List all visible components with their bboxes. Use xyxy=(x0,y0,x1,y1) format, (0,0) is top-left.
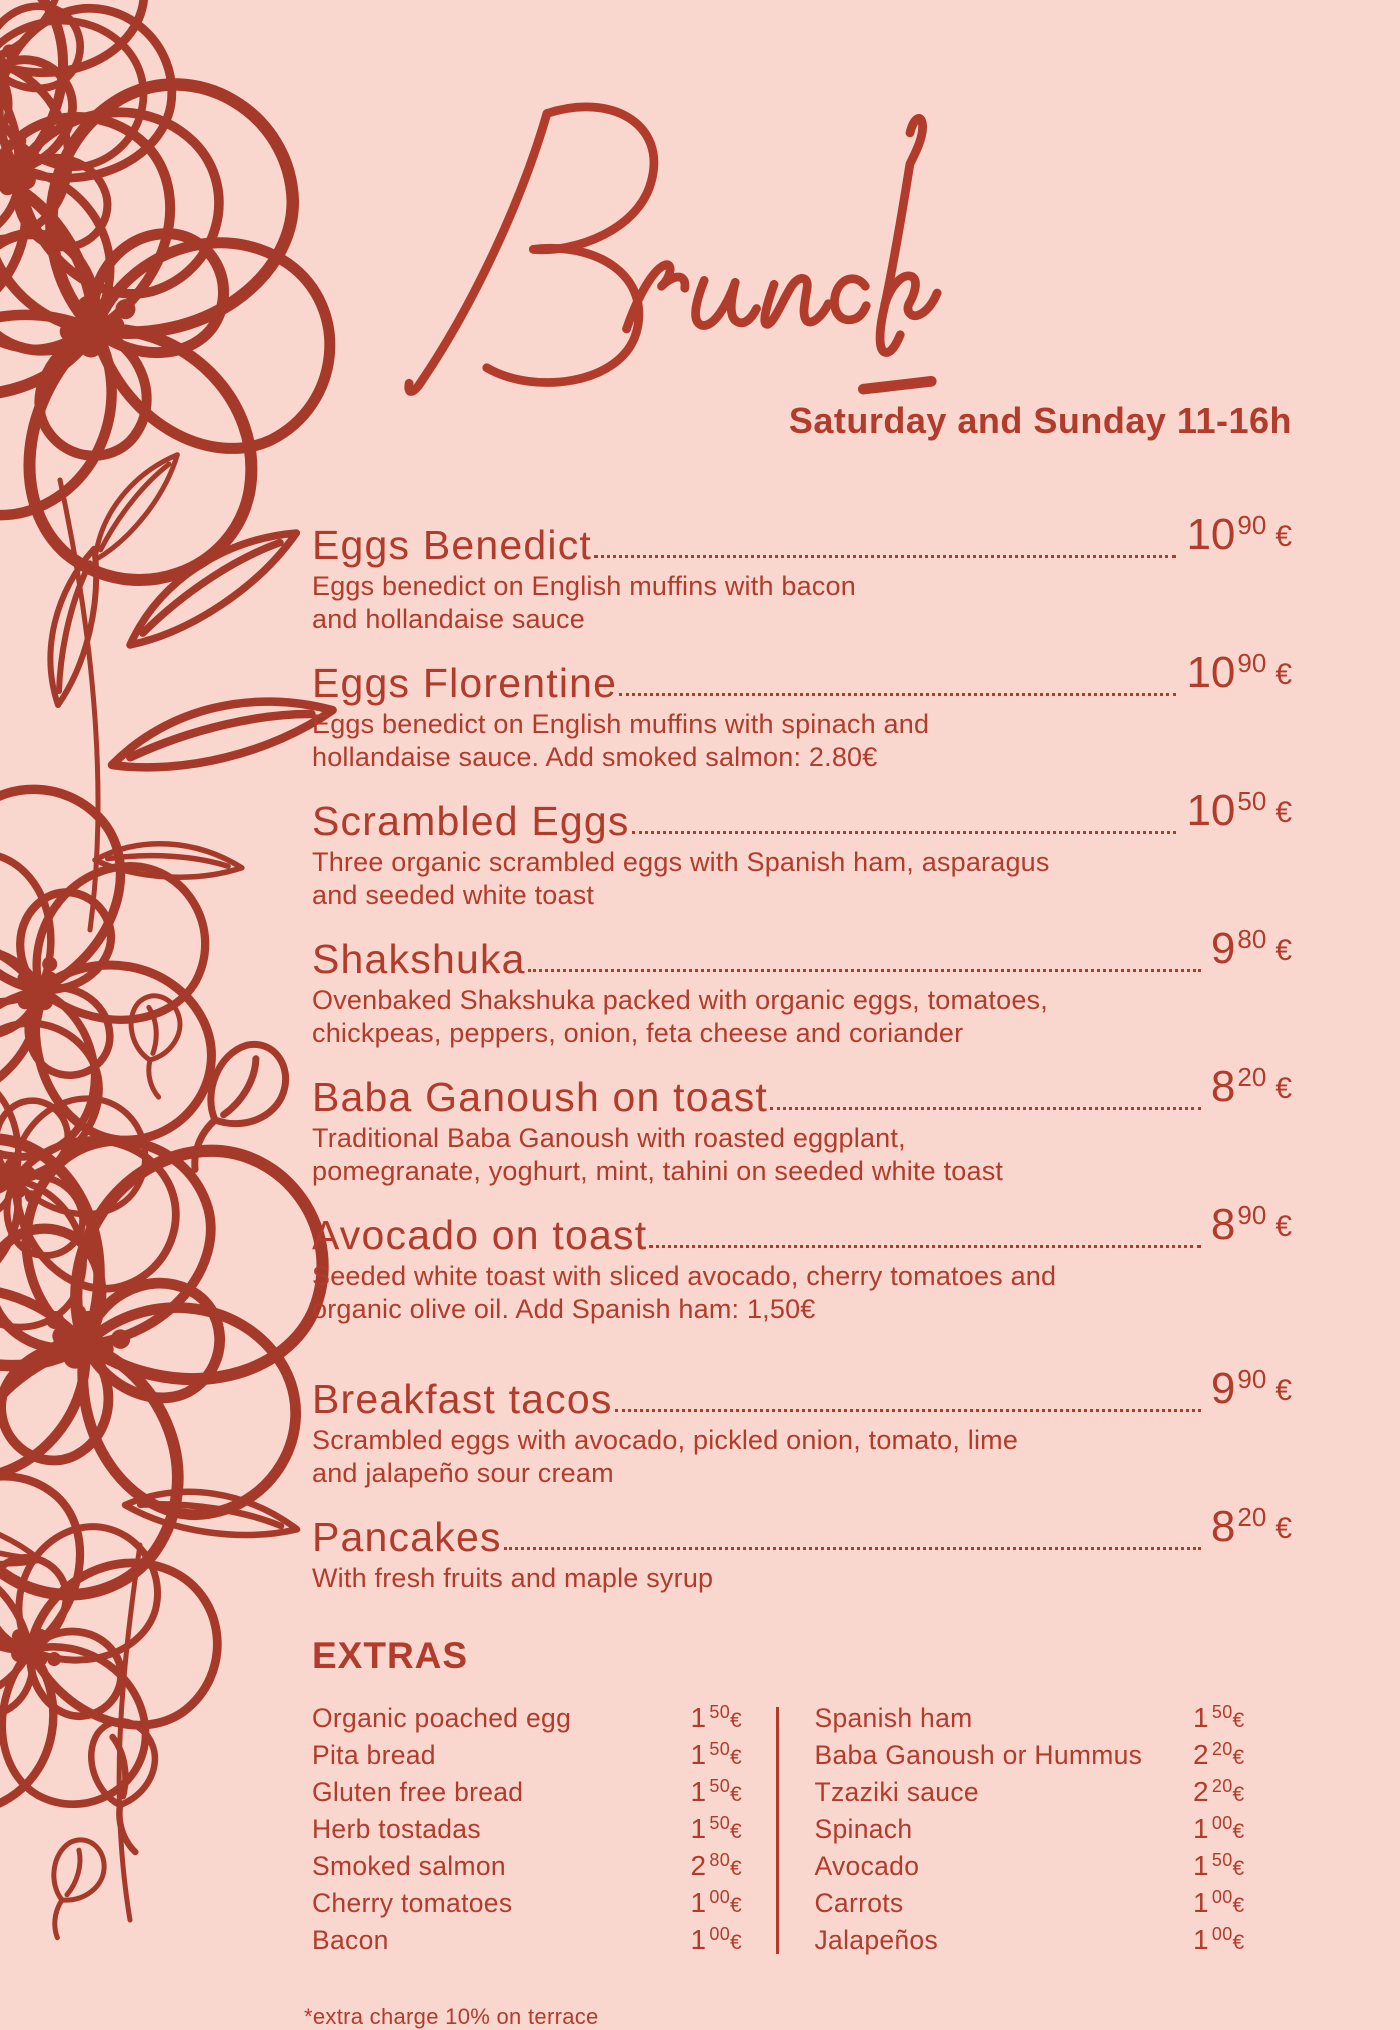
euro-sign: € xyxy=(1232,1931,1245,1954)
extras-item xyxy=(815,1849,1245,1886)
extras-section xyxy=(312,1635,1292,1960)
item-name: Eggs Florentine xyxy=(312,660,618,706)
menu-page xyxy=(304,0,1292,2030)
extras-right-column xyxy=(815,1701,1245,1960)
extras-item xyxy=(312,1812,742,1849)
euro-sign: € xyxy=(1232,1857,1245,1880)
floral-border-illustration xyxy=(0,0,340,1980)
euro-sign: € xyxy=(730,1783,742,1806)
euro-sign: € xyxy=(1275,1374,1292,1407)
extras-item-name: Pita bread xyxy=(312,1740,436,1770)
extras-item-price: 1 $^{00}$€ xyxy=(690,1924,742,1955)
extras-item-price: 1 $^{00}$€ xyxy=(1193,1924,1245,1955)
euro-sign: € xyxy=(1232,1820,1245,1843)
item-name: Scrambled Eggs xyxy=(312,798,630,844)
euro-sign: € xyxy=(730,1709,742,1732)
extras-item-price: 1 $^{50}$€ xyxy=(1193,1850,1245,1881)
extras-item-price: 1 $^{00}$€ xyxy=(1193,1813,1245,1844)
dotted-leader xyxy=(528,969,1201,972)
euro-sign: € xyxy=(1232,1746,1245,1769)
item-price: 980 € xyxy=(1210,924,1292,973)
extras-item-name: Spinach xyxy=(814,1814,913,1844)
extras-item-price: 1 $^{50}$€ xyxy=(1193,1702,1245,1733)
extras-item-name: Tzaziki sauce xyxy=(814,1777,979,1807)
extras-item xyxy=(815,1812,1245,1849)
extras-item-name: Baba Ganoush or Hummus xyxy=(814,1740,1143,1770)
extras-item-name: Herb tostadas xyxy=(312,1814,481,1844)
euro-sign: € xyxy=(1275,1512,1292,1545)
euro-sign: € xyxy=(730,1894,742,1917)
item-name: Shakshuka xyxy=(312,936,526,982)
extras-item xyxy=(815,1775,1245,1812)
menu-item xyxy=(312,788,1292,912)
dotted-leader xyxy=(632,831,1177,834)
extras-item-name: Cherry tomatoes xyxy=(312,1888,513,1918)
extras-item-price: 1 $^{00}$€ xyxy=(1193,1887,1245,1918)
extras-item-price: 1 $^{50}$€ xyxy=(690,1776,742,1807)
dotted-leader xyxy=(619,693,1176,696)
item-price: 1090 € xyxy=(1186,648,1292,697)
item-price: 1090 € xyxy=(1186,510,1292,559)
euro-sign: € xyxy=(1232,1894,1245,1917)
menu-list xyxy=(312,512,1292,1595)
item-description: Three organic scrambled eggs with Spanish ham, asparagus and seeded white toast xyxy=(312,847,1050,910)
extras-column-divider xyxy=(776,1707,779,1954)
item-price: 820 € xyxy=(1210,1062,1292,1111)
brunch-script-title xyxy=(342,96,946,426)
extras-item-price: 2 $^{80}$€ xyxy=(690,1850,742,1881)
euro-sign: € xyxy=(730,1820,742,1843)
euro-sign: € xyxy=(730,1931,742,1954)
item-price: 820 € xyxy=(1210,1502,1292,1551)
euro-sign: € xyxy=(730,1857,742,1880)
extras-item-name: Spanish ham xyxy=(814,1703,973,1733)
extras-item-price: 1 $^{00}$€ xyxy=(690,1887,742,1918)
extras-item-name: Organic poached egg xyxy=(312,1703,572,1733)
extras-left-column xyxy=(312,1701,742,1960)
item-name: Baba Ganoush on toast xyxy=(312,1074,769,1120)
extras-heading: EXTRAS xyxy=(312,1635,469,1676)
euro-sign: € xyxy=(1232,1709,1245,1732)
extras-item xyxy=(312,1701,742,1738)
extras-item xyxy=(312,1923,742,1960)
menu-item xyxy=(312,1202,1292,1326)
extras-item xyxy=(815,1701,1245,1738)
extras-item-price: 1 $^{50}$€ xyxy=(690,1702,742,1733)
extras-item xyxy=(815,1738,1245,1775)
item-description: Eggs benedict on English muffins with bacon and hollandaise sauce xyxy=(312,571,856,634)
menu-item xyxy=(312,1366,1292,1490)
euro-sign: € xyxy=(1275,1072,1292,1105)
euro-sign: € xyxy=(1275,796,1292,829)
opening-hours: Saturday and Sunday 11-16h xyxy=(788,400,1292,441)
euro-sign: € xyxy=(1275,520,1292,553)
euro-sign: € xyxy=(1275,1210,1292,1243)
extras-item-price: 1 $^{50}$€ xyxy=(690,1813,742,1844)
menu-item xyxy=(312,926,1292,1050)
dotted-leader xyxy=(504,1547,1201,1550)
item-description: Eggs benedict on English muffins with spinach and hollandaise sauce. Add smoked salmon: 2.80€ xyxy=(312,709,930,772)
item-price: 1050 € xyxy=(1186,786,1292,835)
extras-item-name: Avocado xyxy=(814,1851,920,1881)
extras-item xyxy=(815,1923,1245,1960)
extras-item xyxy=(312,1738,742,1775)
euro-sign: € xyxy=(1275,658,1292,691)
extras-item xyxy=(312,1775,742,1812)
euro-sign: € xyxy=(1275,934,1292,967)
menu-item xyxy=(312,650,1292,774)
item-name: Avocado on toast xyxy=(312,1212,648,1258)
extras-item-name: Jalapeños xyxy=(814,1925,939,1955)
extras-item xyxy=(815,1886,1245,1923)
extras-item xyxy=(312,1849,742,1886)
menu-item xyxy=(312,1064,1292,1188)
item-description: Seeded white toast with sliced avocado, cherry tomatoes and organic olive oil. Add Spanish ham: 1,50€ xyxy=(312,1261,1057,1324)
item-name: Eggs Benedict xyxy=(312,522,592,568)
extras-item-name: Carrots xyxy=(814,1888,904,1918)
dotted-leader xyxy=(770,1107,1201,1110)
menu-item xyxy=(312,512,1292,636)
item-description: With fresh fruits and maple syrup xyxy=(312,1563,714,1593)
item-price: 890 € xyxy=(1210,1200,1292,1249)
extras-item-name: Gluten free bread xyxy=(312,1777,524,1807)
extras-item-price: 2 $^{20}$€ xyxy=(1193,1776,1245,1807)
item-description: Ovenbaked Shakshuka packed with organic eggs, tomatoes, chickpeas, peppers, onion, feta cheese and coriander xyxy=(312,985,1048,1048)
terrace-surcharge-note: *extra charge 10% on terrace xyxy=(304,2004,599,2029)
menu-item xyxy=(312,1504,1292,1595)
extras-item-price: 1 $^{50}$€ xyxy=(690,1739,742,1770)
item-price: 990 € xyxy=(1210,1364,1292,1413)
dotted-leader xyxy=(649,1245,1201,1248)
dotted-leader xyxy=(594,555,1176,558)
item-name: Breakfast tacos xyxy=(312,1376,613,1422)
euro-sign: € xyxy=(1232,1783,1245,1806)
extras-item xyxy=(312,1886,742,1923)
euro-sign: € xyxy=(730,1746,742,1769)
extras-item-price: 2 $^{20}$€ xyxy=(1193,1739,1245,1770)
extras-item-name: Bacon xyxy=(312,1925,389,1955)
dotted-leader xyxy=(615,1409,1201,1412)
item-description: Traditional Baba Ganoush with roasted eggplant, pomegranate, yoghurt, mint, tahini on seeded white toast xyxy=(312,1123,1004,1186)
item-name: Pancakes xyxy=(312,1514,502,1560)
extras-item-name: Smoked salmon xyxy=(312,1851,506,1881)
item-description: Scrambled eggs with avocado, pickled onion, tomato, lime and jalapeño sour cream xyxy=(312,1425,1019,1488)
